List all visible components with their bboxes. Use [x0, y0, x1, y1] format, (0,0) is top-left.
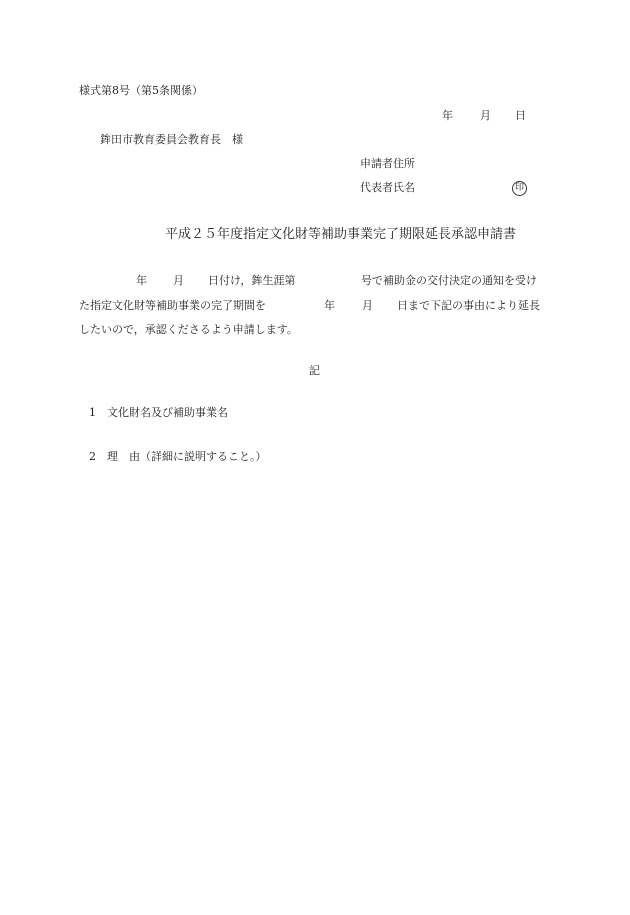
body-line3: したいので，承認くださるよう申請します。: [79, 323, 298, 336]
document-title: 平成２５年度指定文化財等補助事業完了期限延長承認申請書: [165, 227, 517, 242]
date-day: 日: [515, 109, 526, 122]
body-line1-tail: 号で補助金の交付決定の通知を受け: [361, 274, 537, 287]
body-line1-month: 月: [173, 274, 184, 287]
body-line1-year: 年: [136, 274, 147, 287]
addressee: 鉾田市教育委員会教育長 様: [100, 133, 243, 146]
body-line2-year: 年: [324, 299, 335, 312]
seal-icon: 印: [512, 181, 527, 196]
date-month: 月: [480, 109, 491, 122]
applicant-address-label: 申請者住所: [360, 157, 415, 170]
date-year: 年: [442, 109, 453, 122]
item-text: 理 由（詳細に説明すること。）: [107, 450, 267, 463]
seal-mark: [512, 180, 527, 196]
item-number: 1: [89, 406, 96, 419]
ki-heading: 記: [309, 364, 320, 377]
body-line2-head: た指定文化財等補助事業の完了期間を: [79, 299, 266, 312]
body-line2-month: 月: [362, 299, 373, 312]
item-number: 2: [89, 450, 96, 463]
item-text: 文化財名及び補助事業名: [107, 406, 228, 419]
body-line1-reference: 日付け，鉾生涯第: [208, 274, 296, 287]
applicant-name-label: 代表者氏名: [360, 181, 415, 194]
body-line2-tail: 日まで下記の事由により延長: [397, 299, 540, 312]
form-number: 様式第8号（第5条関係）: [79, 84, 203, 97]
